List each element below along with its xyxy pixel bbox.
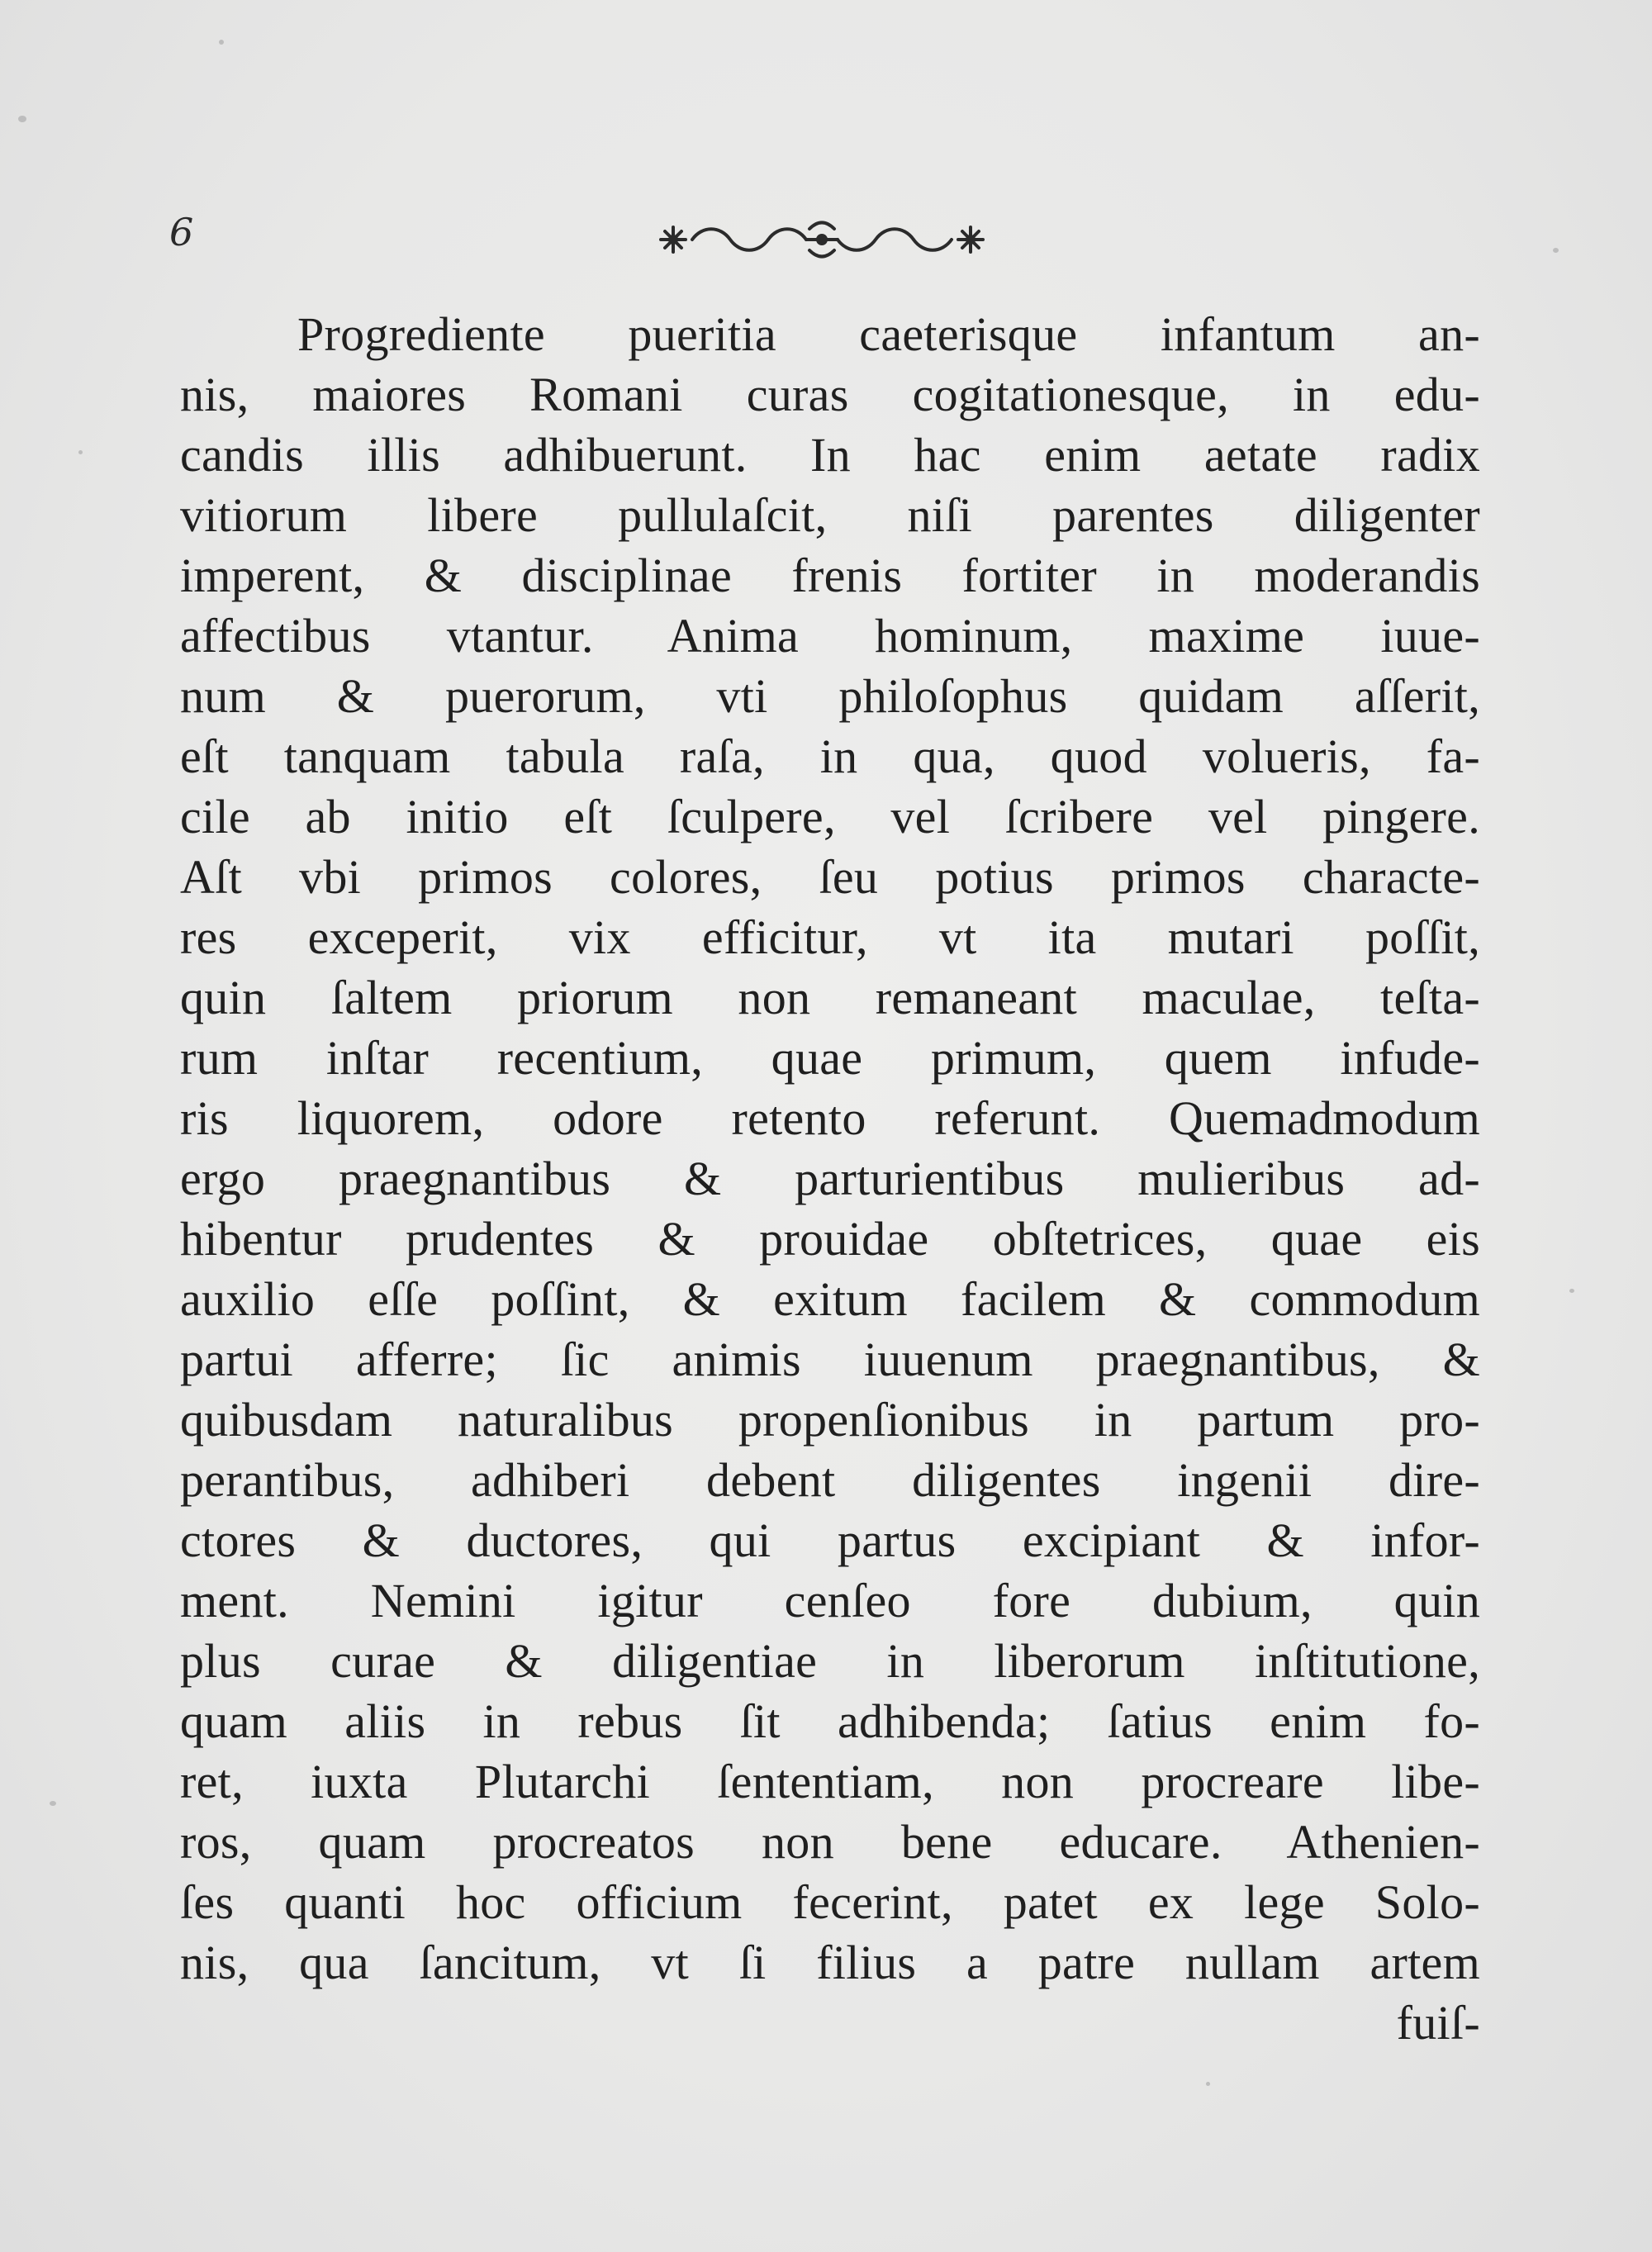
paper-speck	[1553, 248, 1559, 253]
text-line: nis, maiores Romani curas cogitationesque, in edu-	[180, 368, 1480, 421]
text-line: quin ſaltem priorum non remaneant maculae, teſta-	[180, 971, 1480, 1024]
text-line: cile ab initio eſt ſculpere, vel ſcribere vel pingere.	[180, 790, 1480, 843]
text-line: Aſt vbi primos colores, ſeu potius primos characte-	[180, 850, 1480, 904]
text-line: auxilio eſſe poſſint, & exitum facilem & commodum	[180, 1272, 1480, 1326]
text-line: Progrediente pueritia caeterisque infantum an-	[297, 307, 1480, 361]
paper-speck	[1569, 1289, 1574, 1293]
text-line: eſt tanquam tabula raſa, in qua, quod volueris, fa-	[180, 729, 1480, 783]
text-line: vitiorum libere pullulaſcit, niſi parentes diligenter	[180, 488, 1480, 542]
body-text	[180, 304, 1480, 2053]
text-line: ros, quam procreatos non bene educare. Athenien-	[180, 1815, 1480, 1869]
text-line: res exceperit, vix efficitur, vt ita mutari poſſit,	[180, 910, 1480, 964]
text-line: nis, qua ſancitum, vt ſi filius a patre nullam artem	[180, 1936, 1480, 1989]
text-line: num & puerorum, vti philoſophus quidam aſſerit,	[180, 669, 1480, 723]
text-line: rum inſtar recentium, quae primum, quem infude-	[180, 1031, 1480, 1085]
text-line: partui afferre; ſic animis iuuenum praegnantibus, &	[180, 1333, 1480, 1386]
text-line: hibentur prudentes & prouidae obſtetrices, quae eis	[180, 1212, 1480, 1266]
text-line: perantibus, adhiberi debent diligentes ingenii dire-	[180, 1453, 1480, 1507]
catchword: fuiſ-	[1396, 1996, 1480, 2050]
text-line: ergo praegnantibus & parturientibus mulieribus ad-	[180, 1152, 1480, 1205]
text-line: ris liquorem, odore retento referunt. Quemadmodum	[180, 1091, 1480, 1145]
text-line: ctores & ductores, qui partus excipiant & infor-	[180, 1513, 1480, 1567]
paper-speck	[1206, 2082, 1210, 2086]
text-line: ment. Nemini igitur cenſeo fore dubium, quin	[180, 1574, 1480, 1627]
floral-headpiece-ornament-icon	[644, 211, 999, 268]
paper-speck	[78, 450, 83, 454]
text-line: candis illis adhibuerunt. In hac enim aetate radix	[180, 428, 1480, 482]
paper-speck	[219, 40, 224, 45]
text-line: plus curae & diligentiae in liberorum inſtitutione,	[180, 1634, 1480, 1688]
paper-speck	[18, 116, 26, 122]
page-number: 6	[169, 210, 194, 254]
text-line: ret, iuxta Plutarchi ſententiam, non procreare libe-	[180, 1755, 1480, 1808]
paper-speck	[50, 1801, 56, 1806]
text-line: affectibus vtantur. Anima hominum, maxime iuue-	[180, 609, 1480, 663]
text-line: imperent, & disciplinae frenis fortiter in moderandis	[180, 549, 1480, 602]
text-line: ſes quanti hoc officium fecerint, patet ex lege Solo-	[180, 1875, 1480, 1929]
text-line: quam aliis in rebus ſit adhibenda; ſatius enim fo-	[180, 1694, 1480, 1748]
text-line: quibusdam naturalibus propenſionibus in partum pro-	[180, 1393, 1480, 1447]
